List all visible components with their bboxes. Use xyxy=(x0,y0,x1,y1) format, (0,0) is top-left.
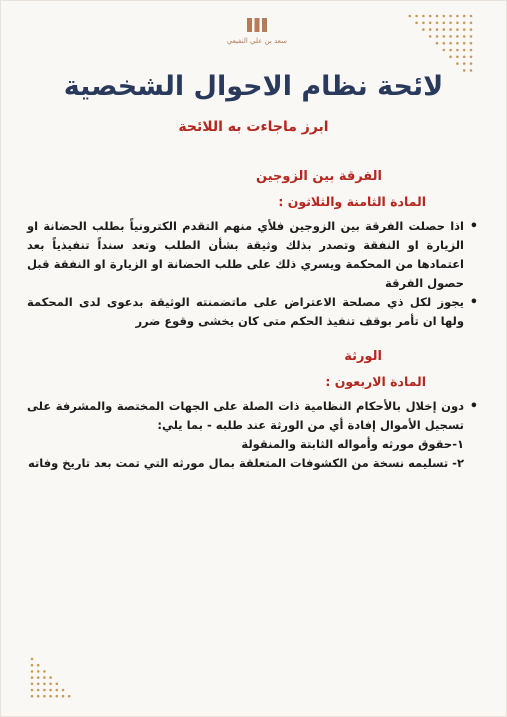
ornament-dot xyxy=(43,695,46,698)
ornament-dot xyxy=(470,22,473,25)
ornament-dot xyxy=(31,658,34,661)
ornament-dot xyxy=(436,42,439,45)
bullet-list xyxy=(27,217,482,331)
ornament-dot xyxy=(449,22,452,25)
section-separation xyxy=(27,169,482,331)
ornament-dot xyxy=(43,689,46,692)
numbered-item: ٢- تسليمه نسخة من الكشوفات المتعلقة بمال مورثه التي تمت بعد تاريخ وفاته xyxy=(27,456,464,470)
ornament-dot xyxy=(436,15,439,18)
bullet-list xyxy=(27,397,482,435)
ornament-dot xyxy=(470,62,473,65)
list-item xyxy=(27,293,478,331)
ornament-dot xyxy=(449,56,452,59)
list-item-text: دون إخلال بالأحكام النظامية ذات الصلة على الجهات المختصة والمشرفة على تسجيل الأموال إفادة أي من الورثة عند طلبه - بما يلي: xyxy=(27,399,464,432)
ornament-dot xyxy=(456,15,459,18)
page-subtitle: ابرز ماجاءت به اللائحة xyxy=(178,119,329,135)
logo-mark-icon xyxy=(246,17,268,33)
ornament-dot xyxy=(37,676,40,679)
ornament-dot xyxy=(62,695,65,698)
list-item xyxy=(27,217,478,293)
ornament-dot xyxy=(470,35,473,38)
ornament-dot xyxy=(415,15,418,18)
ornament-dot xyxy=(422,15,425,18)
ornament-dot xyxy=(456,49,459,52)
ornament-dot xyxy=(37,670,40,673)
ornament-dot xyxy=(56,689,59,692)
list-item-text: اذا حصلت الفرقة بين الزوجين فلأي منهم التقدم الكترونياً بطلب الحضانة او الزيارة او النفقة وتصدر بذلك وثيقة بشأن الطلب وتعد سنداً تنفيذياً بعد اعتمادها من المحكمة ويسري ذلك على طلب الحضانة او الزيارة او النفقة قبل حصول الفرقة xyxy=(27,219,464,290)
article-heading: المادة الثامنة والثلاثون : xyxy=(278,194,426,209)
ornament-dot xyxy=(456,42,459,45)
ornament-dot xyxy=(463,56,466,59)
ornament-dot xyxy=(31,683,34,686)
ornament-dot xyxy=(456,22,459,25)
ornament-dot xyxy=(31,689,34,692)
ornament-dot xyxy=(68,695,71,698)
ornament-dot xyxy=(43,683,46,686)
document-body xyxy=(27,169,482,473)
ornament-dot xyxy=(449,28,452,31)
ornament-dot xyxy=(37,664,40,667)
ornament-dot xyxy=(436,35,439,38)
ornament-dot xyxy=(443,28,446,31)
ornament-dot xyxy=(56,695,59,698)
ornament-dot xyxy=(49,683,52,686)
numbered-item: ١-حقوق مورثه وأمواله الثابتة والمنقولة xyxy=(241,437,464,451)
ornament-dot xyxy=(429,22,432,25)
bullet-icon: • xyxy=(469,399,478,414)
ornament-dot xyxy=(463,62,466,65)
ornament-dot xyxy=(443,15,446,18)
ornament-dot xyxy=(470,28,473,31)
bullet-icon: • xyxy=(469,219,478,234)
ornament-dot xyxy=(456,28,459,31)
ornament-dot xyxy=(43,670,46,673)
ornament-dot xyxy=(463,35,466,38)
page-title: لائحة نظام الاحوال الشخصية xyxy=(63,71,444,102)
ornament-dot xyxy=(463,42,466,45)
ornament-dot xyxy=(429,15,432,18)
ornament-dot xyxy=(470,42,473,45)
ornament-dot xyxy=(62,689,65,692)
logo-text: سعد بن علي النفيعي xyxy=(226,37,287,45)
ornament-dot xyxy=(443,49,446,52)
list-item xyxy=(27,397,478,435)
section-heading: الورثة xyxy=(344,349,382,364)
ornament-dot xyxy=(37,689,40,692)
ornament-dot xyxy=(422,22,425,25)
dot-triangle-ornament xyxy=(400,13,474,73)
ornament-dot xyxy=(422,28,425,31)
ornament-dot xyxy=(37,683,40,686)
article-heading: المادة الاربعون : xyxy=(325,374,426,389)
ornament-dot xyxy=(43,676,46,679)
ornament-dot xyxy=(456,62,459,65)
section-heirs xyxy=(27,349,482,473)
ornament-dot xyxy=(463,49,466,52)
dot-triangle-ornament xyxy=(29,656,73,702)
ornament-dot xyxy=(49,676,52,679)
ornament-dot xyxy=(463,15,466,18)
ornament-dot xyxy=(449,42,452,45)
ornament-dot xyxy=(449,35,452,38)
ornament-dot xyxy=(463,22,466,25)
bullet-icon: • xyxy=(469,295,478,310)
ornament-dot xyxy=(31,670,34,673)
ornament-dot xyxy=(429,28,432,31)
ornament-dot xyxy=(456,56,459,59)
ornament-dot xyxy=(456,35,459,38)
ornament-dot xyxy=(436,22,439,25)
ornament-dot xyxy=(429,35,432,38)
ornament-dot xyxy=(31,676,34,679)
ornament-dot xyxy=(470,15,473,18)
ornament-dot xyxy=(443,35,446,38)
ornament-dot xyxy=(443,42,446,45)
ornament-dot xyxy=(49,689,52,692)
ornament-dot xyxy=(463,28,466,31)
ornament-dot xyxy=(31,695,34,698)
section-heading: الفرقة بين الزوجين xyxy=(256,169,382,184)
ornament-dot xyxy=(37,695,40,698)
ornament-dot xyxy=(49,695,52,698)
ornament-dot xyxy=(415,22,418,25)
ornament-dot xyxy=(449,49,452,52)
ornament-dot xyxy=(436,28,439,31)
list-item-text: يجوز لكل ذي مصلحة الاعتراض على ماتضمنته الوثيقة بدعوى لدى المحكمة ولها ان تأمر بوقف تنفيذ الحكم متى كان يخشى وقوع ضرر xyxy=(27,295,464,328)
ornament-dot xyxy=(31,664,34,667)
ornament-dot xyxy=(470,49,473,52)
ornament-dot xyxy=(470,56,473,59)
ornament-dot xyxy=(449,15,452,18)
logo xyxy=(227,17,287,45)
ornament-dot xyxy=(409,15,412,18)
ornament-dot xyxy=(443,22,446,25)
ornament-dot xyxy=(56,683,59,686)
